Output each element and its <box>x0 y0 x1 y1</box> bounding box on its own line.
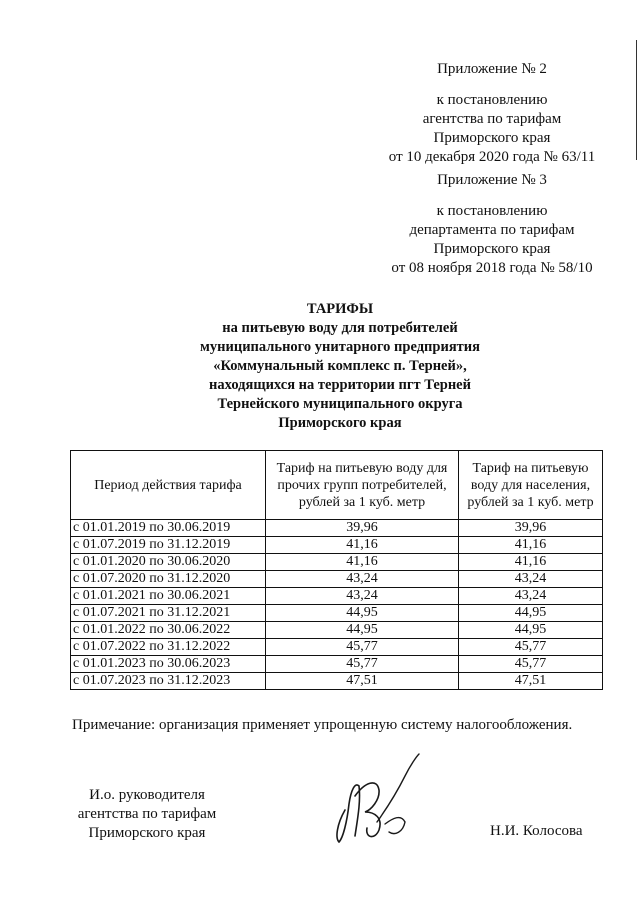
cell-tariff-population: 41,16 <box>459 554 603 571</box>
header-tariff-other: Тариф на питьевую воду для прочих групп потребителей, рублей за 1 куб. метр <box>266 451 459 520</box>
cell-tariff-population: 43,24 <box>459 588 603 605</box>
annex-original <box>372 171 612 278</box>
table-row <box>71 554 603 571</box>
tax-note: Примечание: организация применяет упрощенную систему налогообложения. <box>72 717 573 733</box>
title-line: на питьевую воду для потребителей <box>222 320 458 336</box>
cell-period: с 01.01.2022 по 30.06.2022 <box>71 622 266 639</box>
cell-tariff-other: 43,24 <box>266 571 459 588</box>
cell-tariff-population: 39,96 <box>459 520 603 537</box>
cell-tariff-other: 44,95 <box>266 622 459 639</box>
signer-name: Н.И. Колосова <box>490 823 583 839</box>
cell-tariff-population: 44,95 <box>459 622 603 639</box>
cell-tariff-population: 41,16 <box>459 537 603 554</box>
title-line: находящихся на территории пгт Терней <box>209 377 471 393</box>
table-row <box>71 656 603 673</box>
cell-tariff-population: 47,51 <box>459 673 603 690</box>
signer-position-line: И.о. руководителя <box>89 787 205 803</box>
table-row <box>71 588 603 605</box>
cell-period: с 01.07.2023 по 31.12.2023 <box>71 673 266 690</box>
annex-original-heading: Приложение № 3 <box>437 172 547 188</box>
signer-position-line: Приморского края <box>88 825 206 841</box>
document-title <box>80 300 600 433</box>
signer-position <box>62 786 232 843</box>
signer-position-line: агентства по тарифам <box>77 806 217 822</box>
table-row <box>71 537 603 554</box>
annex-original-line: департамента по тарифам <box>409 222 575 238</box>
annex-original-line: от 08 ноября 2018 года № 58/10 <box>391 260 593 276</box>
annex-original-line: Приморского края <box>433 241 551 257</box>
cell-period: с 01.07.2019 по 31.12.2019 <box>71 537 266 554</box>
title-line: муниципального унитарного предприятия <box>200 339 480 355</box>
title-line: Тернейского муниципального округа <box>217 396 463 412</box>
cell-period: с 01.01.2019 по 30.06.2019 <box>71 520 266 537</box>
header-period: Период действия тарифа <box>71 451 266 520</box>
cell-tariff-other: 39,96 <box>266 520 459 537</box>
cell-tariff-population: 43,24 <box>459 571 603 588</box>
table-row <box>71 622 603 639</box>
cell-period: с 01.07.2022 по 31.12.2022 <box>71 639 266 656</box>
cell-tariff-other: 41,16 <box>266 554 459 571</box>
table-header-row <box>71 451 603 520</box>
cell-tariff-other: 45,77 <box>266 656 459 673</box>
annex-current-heading: Приложение № 2 <box>437 61 547 77</box>
title-line: «Коммунальный комплекс п. Терней», <box>213 358 467 374</box>
table-row <box>71 673 603 690</box>
cell-tariff-population: 44,95 <box>459 605 603 622</box>
title-line: ТАРИФЫ <box>306 301 374 317</box>
annex-current-line: к постановлению <box>436 92 548 108</box>
scan-edge-line <box>636 40 637 160</box>
cell-tariff-other: 47,51 <box>266 673 459 690</box>
tariff-table <box>70 450 603 690</box>
cell-tariff-other: 43,24 <box>266 588 459 605</box>
annex-original-line: к постановлению <box>436 203 548 219</box>
table-row <box>71 571 603 588</box>
header-tariff-population: Тариф на питьевую воду для населения, рублей за 1 куб. метр <box>459 451 603 520</box>
cell-period: с 01.01.2023 по 30.06.2023 <box>71 656 266 673</box>
annex-current-line: агентства по тарифам <box>422 111 562 127</box>
cell-period: с 01.01.2021 по 30.06.2021 <box>71 588 266 605</box>
cell-period: с 01.07.2021 по 31.12.2021 <box>71 605 266 622</box>
table-row <box>71 520 603 537</box>
cell-period: с 01.07.2020 по 31.12.2020 <box>71 571 266 588</box>
annex-current-line: от 10 декабря 2020 года № 63/11 <box>388 149 596 165</box>
cell-tariff-other: 41,16 <box>266 537 459 554</box>
cell-tariff-population: 45,77 <box>459 639 603 656</box>
cell-tariff-other: 45,77 <box>266 639 459 656</box>
table-row <box>71 605 603 622</box>
cell-period: с 01.01.2020 по 30.06.2020 <box>71 554 266 571</box>
annex-current-line: Приморского края <box>433 130 551 146</box>
title-line: Приморского края <box>278 415 402 431</box>
handwritten-signature <box>325 752 425 848</box>
table-row <box>71 639 603 656</box>
annex-current <box>372 60 612 167</box>
cell-tariff-other: 44,95 <box>266 605 459 622</box>
cell-tariff-population: 45,77 <box>459 656 603 673</box>
